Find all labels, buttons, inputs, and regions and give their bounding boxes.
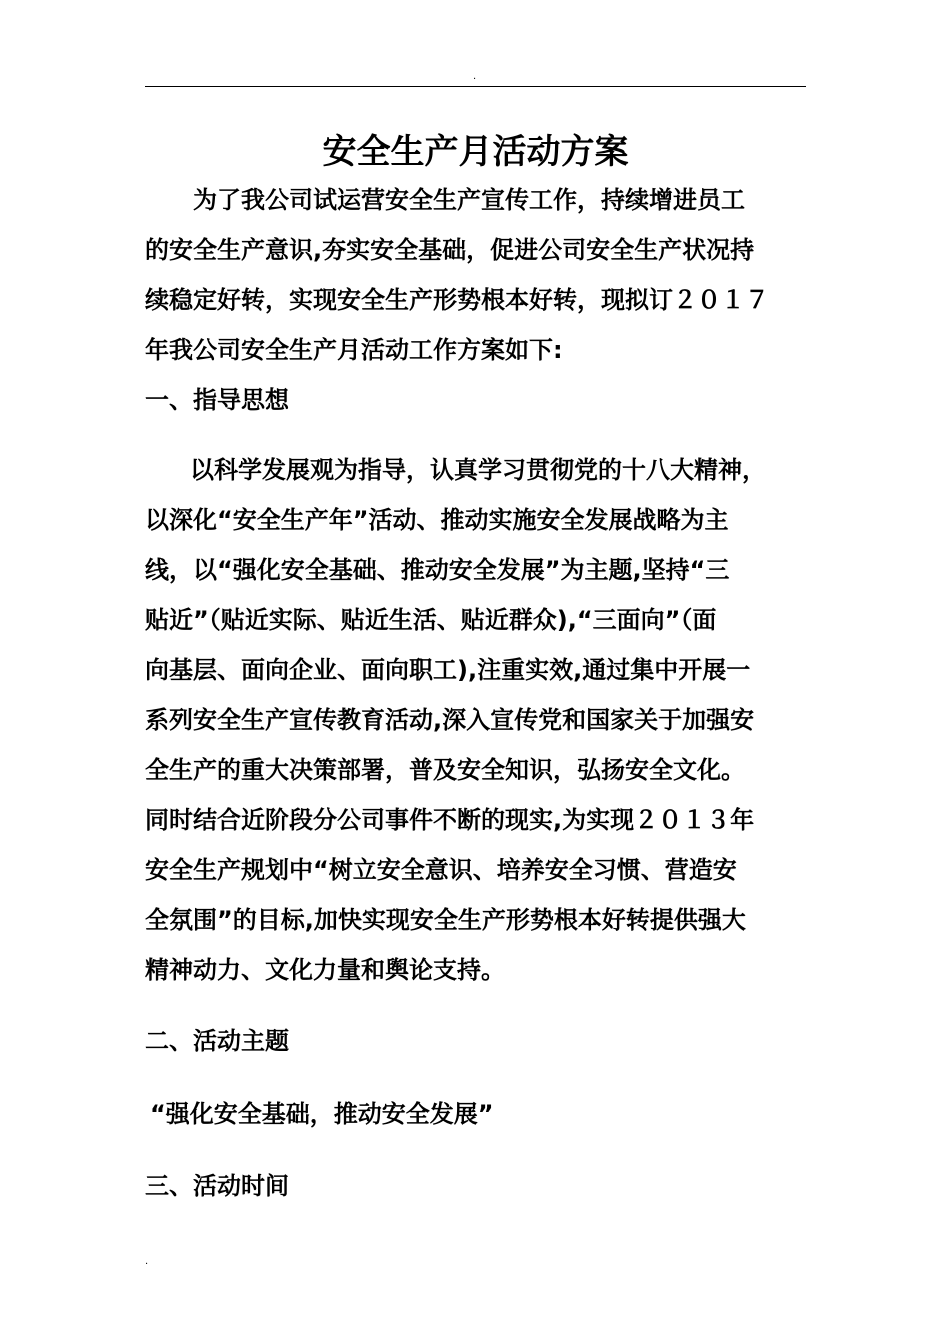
document-title: 安全生产月活动方案 — [322, 132, 629, 172]
intro-line: 续稳定好转，实现安全生产形势根本好转，现拟订２０１７ — [145, 286, 769, 314]
footer-mark: . — [145, 1256, 149, 1267]
intro-line: 的安全生产意识,夯实安全基础，促进公司安全生产状况持 — [145, 236, 755, 264]
paragraph-line: 向基层、面向企业、面向职工),注重实效,通过集中开展一 — [145, 656, 751, 684]
paragraph-line: 安全生产规划中“树立安全意识、培养安全习惯、营造安 — [145, 856, 737, 884]
paragraph-line: 精神动力、文化力量和舆论支持。 — [145, 956, 505, 984]
section-heading-activity-time: 三、活动时间 — [145, 1172, 289, 1200]
intro-line: 年我公司安全生产月活动工作方案如下: — [145, 336, 563, 364]
paragraph-line: 贴近”（贴近实际、贴近生活、贴近群众),“三面向”（面 — [145, 606, 717, 634]
paragraph-line: 以科学发展观为指导，认真学习贯彻党的十八大精神， — [190, 456, 766, 484]
paragraph-line: 同时结合近阶段分公司事件不断的现实,为实现２０１３年 — [145, 806, 755, 834]
paragraph-line: 线，以“强化安全基础、推动安全发展”为主题,坚持“三 — [145, 556, 730, 584]
section-heading-activity-theme: 二、活动主题 — [145, 1027, 289, 1055]
paragraph-line: 以深化“安全生产年”活动、推动实施安全发展战略为主 — [145, 506, 729, 534]
activity-theme-text: “强化安全基础，推动安全发展” — [150, 1100, 494, 1128]
paragraph-line: 全氛围”的目标,加快实现安全生产形势根本好转提供强大 — [145, 906, 746, 934]
section-heading-guiding-ideology: 一、指导思想 — [145, 386, 289, 414]
paragraph-line: 全生产的重大决策部署，普及安全知识，弘扬安全文化。 — [145, 756, 745, 784]
paragraph-line: 系列安全生产宣传教育活动,深入宣传党和国家关于加强安 — [145, 706, 755, 734]
intro-line: 为了我公司试运营安全生产宣传工作，持续增进员工 — [193, 186, 745, 214]
header-mark: . — [473, 71, 477, 82]
header-rule — [145, 86, 806, 87]
